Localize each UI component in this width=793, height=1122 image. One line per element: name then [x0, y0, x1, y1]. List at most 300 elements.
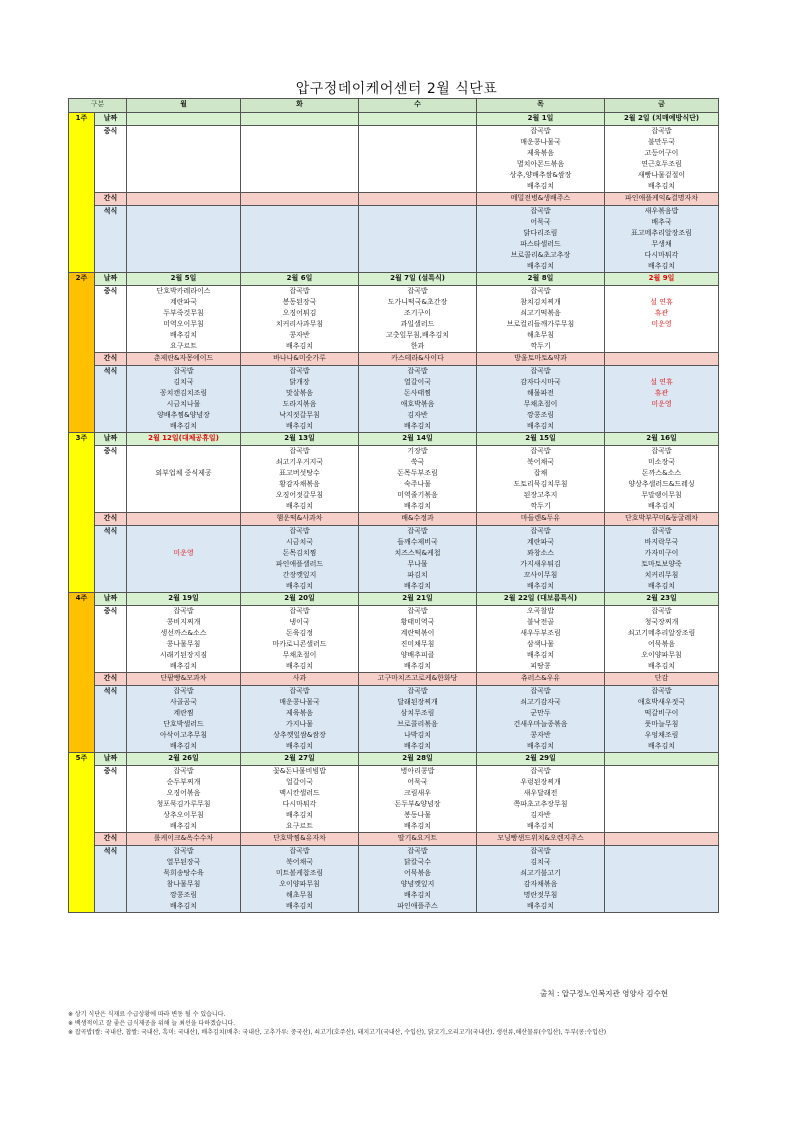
dinner-label: 석식 — [95, 206, 127, 273]
menu-item: 브로컬리들깨가루무침 — [506, 320, 575, 328]
header-day: 월 — [127, 99, 241, 113]
dinner-cell — [605, 206, 719, 273]
menu-item: 배추김치 — [526, 651, 555, 659]
menu-item: 북어채국 — [526, 458, 555, 466]
menu-item: 잡곡밥 — [530, 447, 551, 455]
header-row — [69, 99, 719, 113]
menu-item: 잡곡밥 — [530, 847, 551, 855]
menu-item: 치커리무침 — [644, 571, 679, 579]
date-cell — [241, 113, 359, 126]
dinner-cell — [477, 686, 605, 753]
dinner-cell — [127, 526, 241, 593]
menu-item: 오이양파무침 — [641, 651, 682, 659]
date-label: 날짜 — [95, 113, 127, 126]
menu-item: 단호박샐러드 — [163, 720, 204, 728]
header-gubun: 구분 — [69, 99, 127, 113]
snack-cell: 카스테라&사이다 — [359, 353, 477, 366]
menu-item — [127, 479, 240, 490]
dinner-cell — [127, 846, 241, 913]
menu-item: 휴관 — [654, 309, 669, 317]
snack-cell — [359, 193, 477, 206]
date-cell — [605, 753, 719, 766]
menu-item — [127, 581, 240, 592]
menu-item: 닭칼국수 — [403, 858, 432, 866]
menu-item: 쇠고기감자국 — [520, 698, 561, 706]
date-cell — [127, 113, 241, 126]
snack-cell: 단호박찜&유자차 — [241, 833, 359, 846]
menu-item: 김치국 — [530, 858, 551, 866]
week-label: 2주 — [69, 273, 95, 433]
date-row — [69, 273, 719, 286]
menu-item: 우엉채조림 — [644, 731, 679, 739]
dinner-cell — [241, 206, 359, 273]
menu-item: 쇠고기떡볶음 — [520, 309, 561, 317]
menu-item: 청포묵김가루무침 — [156, 800, 211, 808]
menu-item — [127, 501, 240, 512]
date-cell: 2월 12일(대체공휴일) — [127, 433, 241, 446]
menu-item: 브로콜리&초고추장 — [510, 251, 571, 259]
menu-item: 표고메추리알장조림 — [631, 229, 692, 237]
menu-item: 배추김치 — [403, 502, 432, 510]
lunch-cell — [477, 446, 605, 513]
menu-item: 돈두부&양념장 — [394, 800, 441, 808]
header-day: 수 — [359, 99, 477, 113]
menu-item — [127, 526, 240, 537]
menu-item: 오곡찰밥 — [526, 607, 555, 615]
menu-item: 계란파국 — [526, 538, 555, 546]
menu-item: 열갈이국 — [403, 378, 432, 386]
menu-item: 돈까스&소스 — [641, 469, 682, 477]
menu-item: 배추김치 — [526, 262, 555, 270]
menu-item: 배추국 — [651, 218, 672, 226]
menu-item: 시금치국 — [285, 538, 314, 546]
menu-item: 매운콩나물국 — [279, 698, 320, 706]
menu-item: 들깨수제비국 — [397, 538, 438, 546]
menu-item: 양상추샐러드&드레싱 — [628, 480, 695, 488]
date-row — [69, 433, 719, 446]
menu-item: 떡갈비구이 — [644, 709, 679, 717]
menu-item: 잡곡밥 — [173, 687, 194, 695]
menu-item: 꽃&돈나물비빔밥 — [273, 767, 326, 775]
menu-item: 파인애플샐러드 — [275, 560, 324, 568]
menu-item: 김치국 — [173, 378, 194, 386]
menu-item: 배추김치 — [285, 742, 314, 750]
menu-item: 깡콩조림 — [169, 891, 198, 899]
menu-item: 잡곡밥 — [530, 767, 551, 775]
dinner-row — [69, 686, 719, 753]
menu-item: 달래된장찌개 — [397, 698, 438, 706]
menu-item: 맥시칸샐러드 — [279, 789, 320, 797]
lunch-cell — [605, 446, 719, 513]
date-row — [69, 113, 719, 126]
menu-item: 나박김치 — [403, 731, 432, 739]
dinner-cell — [477, 206, 605, 273]
menu-item: 돈목두부조림 — [397, 469, 438, 477]
dinner-cell — [241, 526, 359, 593]
lunch-label: 중식 — [95, 286, 127, 353]
snack-row — [69, 513, 719, 526]
date-cell — [359, 113, 477, 126]
menu-item — [127, 457, 240, 468]
lunch-cell — [359, 606, 477, 673]
menu-table — [68, 98, 719, 913]
snack-cell: 롤케이크&옥수수차 — [127, 833, 241, 846]
footnote: ※ 잡곡밥(쌀: 국내산, 찹쌀: 국내산, 흑미: 국내산), 배추김치(배추: 국내산, 고추가루: 중국산), 쇠고기(호주산), 돼지고기(국내산, 수입산), 닭고기,오리고기(국내산), 생선류,해산물류(수입산), 두부(콩:수입산) — [68, 1029, 607, 1036]
dinner-label: 석식 — [95, 846, 127, 913]
menu-item: 과일샐러드 — [400, 320, 435, 328]
lunch-cell — [477, 126, 605, 193]
menu-item: 잡곡밥 — [173, 767, 194, 775]
menu-item: 해초무침 — [526, 331, 555, 339]
menu-item: 브로콜리볶음 — [397, 720, 438, 728]
dinner-cell — [241, 686, 359, 753]
lunch-cell — [477, 286, 605, 353]
date-row — [69, 593, 719, 606]
dinner-cell — [605, 686, 719, 753]
menu-item: 아삭이고추무침 — [159, 731, 208, 739]
lunch-cell — [127, 286, 241, 353]
menu-item: 배추김치 — [526, 902, 555, 910]
lunch-cell — [241, 766, 359, 833]
lunch-cell — [605, 766, 719, 833]
week-label: 3주 — [69, 433, 95, 593]
snack-cell: 모닝빵샌드위치&오렌지주스 — [477, 833, 605, 846]
dinner-label: 석식 — [95, 686, 127, 753]
menu-item: 배추김치 — [647, 662, 676, 670]
menu-item: 애호박새우젓국 — [637, 698, 686, 706]
menu-item: 배추김치 — [403, 891, 432, 899]
date-label: 날짜 — [95, 273, 127, 286]
snack-cell — [605, 353, 719, 366]
menu-item: 쇠고기메추리알장조림 — [627, 629, 696, 637]
menu-item: 무말랭이무침 — [641, 491, 682, 499]
menu-item: 다시마튀각 — [644, 251, 679, 259]
menu-item: 설 연휴 — [650, 378, 673, 386]
date-cell: 2월 21일 — [359, 593, 477, 606]
dinner-cell — [359, 526, 477, 593]
menu-item: 오징어볶음 — [166, 789, 201, 797]
menu-item: 진미채무침 — [400, 640, 435, 648]
date-label: 날짜 — [95, 593, 127, 606]
date-cell: 2월 1일 — [477, 113, 605, 126]
snack-cell — [241, 193, 359, 206]
snack-label: 간식 — [95, 353, 127, 366]
menu-item: 가지나물 — [285, 720, 314, 728]
menu-item: 어묵국 — [530, 218, 551, 226]
menu-item: 명란젓무침 — [523, 891, 558, 899]
menu-item: 다시마튀각 — [282, 800, 317, 808]
date-cell: 2월 14일 — [359, 433, 477, 446]
lunch-cell — [127, 446, 241, 513]
menu-item: 배추김치 — [285, 582, 314, 590]
snack-cell: 마들렌&두유 — [477, 513, 605, 526]
dinner-cell — [477, 366, 605, 433]
snack-cell: 츄러스&우유 — [477, 673, 605, 686]
menu-item: 제육볶음 — [285, 709, 314, 717]
lunch-label: 중식 — [95, 126, 127, 193]
date-cell: 2월 15일 — [477, 433, 605, 446]
dinner-cell — [359, 366, 477, 433]
menu-item: 미운영 — [173, 549, 194, 557]
menu-item: 불낙전골 — [526, 618, 555, 626]
snack-label: 간식 — [95, 513, 127, 526]
snack-cell: 춘제란&자몽에이드 — [127, 353, 241, 366]
menu-item: 무채초절이 — [523, 400, 558, 408]
menu-item: 크림새우 — [403, 789, 432, 797]
menu-item: 쇠고기불고기 — [520, 869, 561, 877]
menu-item: 낙지젓갈무침 — [279, 411, 320, 419]
menu-item: 표고버섯탕수 — [279, 469, 320, 477]
menu-item: 생선까스&소스 — [160, 629, 207, 637]
menu-item: 배추김치 — [403, 742, 432, 750]
footnotes — [68, 1010, 728, 1037]
menu-item: 배추김치 — [526, 422, 555, 430]
snack-label: 간식 — [95, 193, 127, 206]
lunch-cell — [477, 606, 605, 673]
menu-item: 배추김치 — [285, 811, 314, 819]
menu-item: 열무된장국 — [166, 858, 201, 866]
menu-item: 배추김치 — [526, 822, 555, 830]
menu-item: 잡곡밥 — [289, 847, 310, 855]
menu-item: 쇠고기우거지국 — [275, 458, 324, 466]
menu-item: 황감자채볶음 — [279, 480, 320, 488]
menu-item: 시래기된장지짐 — [159, 651, 208, 659]
dinner-row — [69, 366, 719, 433]
date-cell: 2월 27일 — [241, 753, 359, 766]
menu-item: 참나물무침 — [166, 880, 201, 888]
lunch-label: 중식 — [95, 606, 127, 673]
menu-item: 잡곡밥 — [530, 207, 551, 215]
menu-item: 잡곡밥 — [651, 527, 672, 535]
menu-item: 잡곡밥 — [407, 847, 428, 855]
menu-item: 배추김치 — [647, 182, 676, 190]
lunch-cell — [605, 126, 719, 193]
menu-item — [605, 421, 718, 432]
snack-cell: 방울토마토&약과 — [477, 353, 605, 366]
menu-item: 잡곡밥 — [289, 287, 310, 295]
menu-item: 파스타샐러드 — [520, 240, 561, 248]
date-cell: 2월 16일 — [605, 433, 719, 446]
date-cell: 2월 26일 — [127, 753, 241, 766]
dinner-cell — [127, 686, 241, 753]
date-cell: 2월 29일 — [477, 753, 605, 766]
date-cell: 2월 9일 — [605, 273, 719, 286]
menu-item: 콩나물무침 — [166, 640, 201, 648]
menu-item: 도토리묵김치무침 — [513, 480, 568, 488]
date-cell: 2월 19일 — [127, 593, 241, 606]
menu-item — [127, 490, 240, 501]
menu-item: 새우볶음밥 — [644, 207, 679, 215]
menu-item: 냉이국 — [289, 618, 310, 626]
menu-item: 병아리콩밥 — [400, 767, 435, 775]
menu-item: 계란찜 — [173, 709, 194, 717]
menu-item: 잡곡밥 — [289, 367, 310, 375]
week-label: 4주 — [69, 593, 95, 753]
snack-cell: 메밀전병&생배주스 — [477, 193, 605, 206]
menu-item: 오징어젓갈무침 — [275, 491, 324, 499]
menu-item: 배추김치 — [169, 331, 198, 339]
menu-item: 외부업체 중식제공 — [155, 469, 212, 477]
menu-item: 배추김치 — [526, 582, 555, 590]
menu-item: 잡곡밥 — [289, 527, 310, 535]
menu-item: 새우달래전 — [523, 789, 558, 797]
menu-item: 북어채국 — [285, 858, 314, 866]
week-label: 5주 — [69, 753, 95, 913]
menu-item: 우렁된장찌개 — [520, 778, 561, 786]
header-day: 금 — [605, 99, 719, 113]
menu-item: 요구르트 — [169, 342, 198, 350]
menu-item: 잡곡밥 — [407, 287, 428, 295]
menu-item: 불만두국 — [647, 138, 676, 146]
menu-item: 바지락무국 — [644, 538, 679, 546]
menu-item — [605, 330, 718, 341]
menu-item: 배추김치 — [285, 502, 314, 510]
menu-item: 요구르트 — [285, 822, 314, 830]
menu-item: 닭개장 — [289, 378, 310, 386]
header-day: 목 — [477, 99, 605, 113]
menu-item: 꼬사이무침 — [523, 571, 558, 579]
menu-item — [127, 570, 240, 581]
menu-item: 멸치아몬드볶음 — [516, 160, 565, 168]
menu-item: 두부죽것무침 — [163, 309, 204, 317]
menu-item: 배추김치 — [403, 582, 432, 590]
date-label: 날짜 — [95, 753, 127, 766]
menu-item: 잡채 — [533, 469, 548, 477]
lunch-cell — [359, 446, 477, 513]
lunch-cell — [127, 766, 241, 833]
date-cell: 2월 5일 — [127, 273, 241, 286]
menu-item — [605, 286, 718, 297]
page-title: 압구정데이케어센터 2월 식단표 — [295, 81, 498, 97]
menu-item: 치커리사과무침 — [275, 320, 324, 328]
menu-item: 잡곡밥 — [173, 367, 194, 375]
menu-item: 제육볶음 — [526, 149, 555, 157]
menu-item: 콩자반 — [530, 731, 551, 739]
date-cell: 2월 6일 — [241, 273, 359, 286]
footnote: ※ 백생적이고 잘 좋은 급식제공을 위해 늘 최선을 다하겠습니다. — [68, 1020, 236, 1027]
header-day: 화 — [241, 99, 359, 113]
menu-item: 묵희송탕수육 — [163, 869, 204, 877]
snack-row — [69, 193, 719, 206]
menu-item: 가지새우튀김 — [520, 560, 561, 568]
dinner-cell — [359, 686, 477, 753]
menu-item: 오징어튀김 — [282, 309, 317, 317]
dinner-cell — [241, 366, 359, 433]
menu-item: 상추,양배추쌈&쌈장 — [509, 171, 572, 179]
snack-cell: 단팥빵&모과차 — [127, 673, 241, 686]
date-cell: 2월 2일 (치매예방식단) — [605, 113, 719, 126]
lunch-cell — [241, 286, 359, 353]
menu-item: 깡콩조림 — [526, 411, 555, 419]
snack-cell: 파인애플케익&결명자차 — [605, 193, 719, 206]
menu-item: 설 연휴 — [650, 298, 673, 306]
date-cell: 2월 13일 — [241, 433, 359, 446]
date-cell: 2월 7일 (설특식) — [359, 273, 477, 286]
menu-item: 배추김치 — [285, 342, 314, 350]
snack-label: 간식 — [95, 673, 127, 686]
menu-item: 잡곡밥 — [651, 607, 672, 615]
menu-item: 오이양파무침 — [279, 880, 320, 888]
menu-item: 잡곡밥 — [530, 367, 551, 375]
menu-item: 휴관 — [654, 389, 669, 397]
menu-item: 콩자반 — [289, 331, 310, 339]
menu-item: 잡곡밥 — [651, 687, 672, 695]
dinner-cell — [359, 846, 477, 913]
menu-item: 고춧잎무침,배추김치 — [385, 331, 450, 339]
menu-item: 잡곡밥 — [173, 607, 194, 615]
menu-item: 파인애플주스 — [397, 902, 438, 910]
menu-item: 잡곡밥 — [651, 447, 672, 455]
menu-item: 미운영 — [651, 400, 672, 408]
menu-item: 콩비지찌개 — [166, 618, 201, 626]
menu-item: 어묵국 — [407, 778, 428, 786]
menu-item: 배추김치 — [647, 742, 676, 750]
menu-item: 삼색나물 — [526, 640, 555, 648]
menu-item: 잡곡밥 — [289, 607, 310, 615]
menu-item: 토마토보양죽 — [641, 560, 682, 568]
menu-item: 배추김치 — [403, 422, 432, 430]
menu-item: 배추김치 — [526, 182, 555, 190]
lunch-cell — [605, 606, 719, 673]
snack-cell: 바나나&미숫가루 — [241, 353, 359, 366]
menu-item: 닭다리조림 — [523, 229, 558, 237]
snack-cell — [605, 833, 719, 846]
date-cell: 2월 23일 — [605, 593, 719, 606]
menu-item: 간장깻잎지 — [282, 571, 317, 579]
lunch-cell — [477, 766, 605, 833]
menu-item: 시금치나물 — [166, 400, 201, 408]
menu-item — [127, 446, 240, 457]
menu-item: 연근호두조림 — [641, 160, 682, 168]
lunch-cell — [605, 286, 719, 353]
menu-item: 깍두기 — [530, 342, 551, 350]
dinner-cell — [127, 206, 241, 273]
menu-item: 꽈창소스 — [526, 549, 555, 557]
date-row — [69, 753, 719, 766]
menu-item: 쑥국 — [410, 458, 425, 466]
menu-item: 계란파국 — [169, 298, 198, 306]
dinner-cell — [127, 366, 241, 433]
menu-item: 해물파전 — [526, 389, 555, 397]
snack-label: 간식 — [95, 833, 127, 846]
week-label: 1주 — [69, 113, 95, 273]
lunch-row — [69, 126, 719, 193]
lunch-cell — [241, 126, 359, 193]
menu-item: 무생채 — [651, 240, 672, 248]
menu-item: 배추김치 — [285, 662, 314, 670]
menu-item: 미소장국 — [647, 458, 676, 466]
menu-item: 배추김치 — [169, 902, 198, 910]
lunch-label: 중식 — [95, 766, 127, 833]
menu-item: 어묵볶음 — [647, 640, 676, 648]
lunch-cell — [241, 446, 359, 513]
menu-item: 김자반 — [530, 811, 551, 819]
menu-item: 돈사태찜 — [403, 389, 432, 397]
menu-item: 감자다시마국 — [520, 378, 561, 386]
menu-item: 미트볼케찹조림 — [275, 869, 324, 877]
menu-item: 돈목김치찜 — [282, 549, 317, 557]
snack-cell: 딸기&요거트 — [359, 833, 477, 846]
menu-item: 황태미역국 — [400, 618, 435, 626]
menu-item: 피땅콩 — [530, 662, 551, 670]
menu-item: 감자채볶음 — [523, 880, 558, 888]
dinner-cell — [241, 846, 359, 913]
menu-item: 양배추피클 — [400, 651, 435, 659]
menu-item: 배추김치 — [285, 902, 314, 910]
menu-item: 봉동나물 — [403, 811, 432, 819]
dinner-cell — [605, 846, 719, 913]
menu-item: 미운영 — [651, 320, 672, 328]
